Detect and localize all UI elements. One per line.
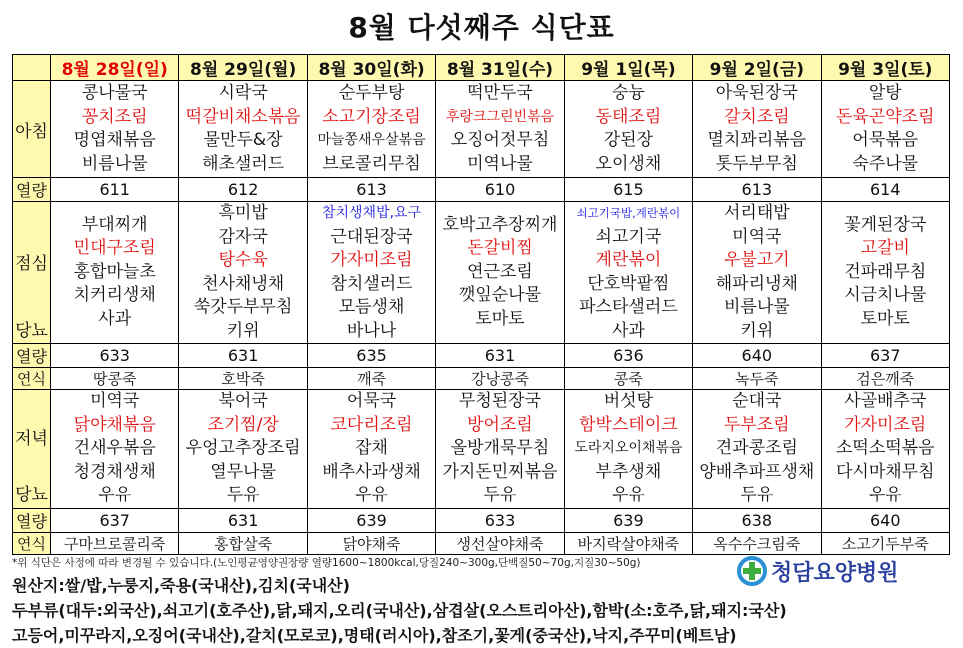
menu-item: 알탕 [868,83,902,103]
calorie-value: 640 [821,508,949,532]
meal-cell [821,390,949,509]
menu-item: 미역국 [732,226,782,247]
snack-item: 홍합살죽 [179,532,307,554]
menu-item: 함박스테이크 [579,414,678,435]
snack-item: 옥수수크림죽 [693,532,821,554]
menu-item: 쑥갓두부무침 [193,297,293,317]
meal-cell [821,202,949,344]
snack-item: 깨죽 [307,368,435,390]
calorie-value: 615 [564,178,692,202]
menu-item: 우유 [355,485,388,505]
menu-item: 건새우볶음 [73,438,156,458]
footnote: *위 식단은 사정에 따라 변경될 수 있습니다.(노인평균영양권장량 열량1600~1800kcal,당질240~300g,단백질50~70g,지질30~50g) [12,557,641,569]
calorie-value: 639 [307,508,435,532]
menu-item: 소고기장조림 [322,106,421,127]
menu-item: 두유 [483,485,517,505]
header-row [13,55,950,81]
calorie-value: 637 [51,508,179,532]
meal-cell [693,202,821,344]
origin-line-1: 원산지:쌀/밥,누룽지,죽용(국내산),김치(국내산) [12,576,350,595]
diabetic-label: 당뇨 [15,320,48,341]
menu-item: 멸치꽈리볶음 [707,130,807,150]
calorie-value: 633 [436,508,564,532]
menu-item: 민대구조림 [73,238,156,259]
menu-table [12,54,950,555]
menu-item: 떡만두국 [467,83,533,103]
calorie-value: 640 [693,344,821,368]
menu-item: 우유 [98,485,132,505]
menu-item: 가지돈민찌볶음 [442,461,558,482]
origin-line-2: 두부류(대두:외국산),쇠고기(호주산),닭,돼지,오리(국내산),삼겹살(오스트리아산),함박(소:호주,닭,돼지:국산) [12,601,787,620]
menu-item: 연근조림 [467,261,533,282]
meal-cell [307,202,435,344]
menu-item: 어묵국 [346,391,397,411]
calorie-value: 610 [436,178,564,202]
meal-cell [51,202,179,344]
calorie-value: 635 [307,344,435,368]
calorie-value: 631 [179,344,307,368]
calorie-label: 열량 [13,508,51,532]
dinner-calorie-row [13,508,950,532]
menu-item: 돈갈비찜 [467,238,533,259]
menu-item: 도라지오이채볶음 [574,440,683,456]
menu-item: 꽃게된장국 [844,214,927,235]
calorie-value: 638 [693,508,821,532]
menu-item: 숙주나물 [852,153,919,174]
menu-item: 우유 [611,485,645,505]
menu-item: 고갈비 [860,238,910,259]
origin-line-3: 고등어,미꾸라지,오징어(국내산),갈치(모로코),명태(러시아),참조기,꽃게(중국산),낙지,주꾸미(베트남) [12,626,737,645]
calorie-value: 637 [821,344,949,368]
meal-cell [564,81,692,178]
snack-item: 검은깨죽 [821,368,949,390]
menu-item: 서리태밥 [723,203,790,223]
menu-item: 아욱된장국 [715,83,798,103]
menu-item: 마늘쫑새우살볶음 [317,132,426,148]
menu-item: 파스타샐러드 [579,297,678,317]
meal-cell [564,390,692,509]
snack-label: 연식 [13,532,51,554]
menu-item: 치커리생채 [73,285,156,306]
menu-item: 두유 [226,485,260,505]
dinner-row [13,390,950,509]
menu-item: 쇠고기국 [595,226,662,247]
meal-cell [821,81,949,178]
snack-item: 소고기두부죽 [821,532,949,554]
menu-item: 올방개묵무침 [450,438,550,458]
menu-item: 사과 [611,320,645,341]
menu-item: 코다리조림 [330,414,413,435]
meal-cell [436,390,564,509]
menu-item: 양배추파프생채 [699,461,815,482]
menu-item: 톳두부무침 [715,153,798,174]
menu-item: 부대찌개 [81,214,148,235]
menu-item: 숭늉 [611,83,645,103]
menu-item: 홍합마늘초 [73,261,156,282]
menu-item: 오이생채 [595,153,662,174]
menu-item: 청경채생채 [73,461,156,482]
day-header: 8월 30일(화) [307,55,435,81]
lunch-calorie-row [13,344,950,368]
menu-item: 계란볶이 [595,250,662,270]
meal-cell [436,202,564,344]
calorie-value: 633 [51,344,179,368]
menu-item: 호박고추장찌개 [442,214,558,235]
header-corner [13,55,51,81]
day-header: 9월 1일(목) [564,55,692,81]
calorie-value: 611 [51,178,179,202]
menu-item: 콩나물국 [81,83,148,103]
snack-item: 콩죽 [564,368,692,390]
lunch-label-cell [13,202,51,344]
calorie-value: 613 [693,178,821,202]
day-header: 8월 31일(수) [436,55,564,81]
menu-item: 강된장 [603,130,654,150]
calorie-value: 636 [564,344,692,368]
menu-item: 물만두&장 [203,130,283,150]
calorie-value: 614 [821,178,949,202]
menu-item: 비름나물 [723,297,790,317]
snack-label: 연식 [13,368,51,390]
menu-item: 근대된장국 [330,226,413,247]
menu-item: 비름나물 [81,153,148,174]
menu-item: 어묵볶음 [852,130,919,150]
menu-item: 가자미조림 [330,250,413,270]
menu-item: 모듬생채 [338,297,405,317]
menu-item: 방어조림 [467,414,533,435]
menu-item: 잡채 [355,438,388,458]
snack-item: 녹두죽 [693,368,821,390]
meal-cell [51,81,179,178]
menu-item: 두유 [740,485,774,505]
menu-item: 순두부탕 [338,83,405,103]
menu-item: 두부조림 [723,414,790,435]
menu-item: 키위 [740,320,774,341]
menu-item: 순대국 [732,391,782,411]
menu-item: 참치샐러드 [330,273,413,294]
menu-item: 명엽채볶음 [73,130,156,150]
breakfast-calorie-row [13,178,950,202]
menu-item: 천사채냉채 [202,273,285,294]
meal-cell [436,81,564,178]
hospital-logo [737,555,899,587]
snack-item: 호박죽 [179,368,307,390]
menu-item: 가자미조림 [844,414,927,435]
page-title: 8월 다섯째주 식단표 [348,11,615,44]
lunch-label: 점심 [15,253,48,274]
menu-item: 부추생채 [595,461,662,482]
snack-item: 바지락살야채죽 [564,532,692,554]
snack-row [13,368,950,390]
menu-item: 돈육곤약조림 [835,106,935,127]
menu-item: 오징어젓무침 [450,130,550,150]
menu-item: 조기찜/장 [207,414,279,435]
menu-item: 배추사과생채 [322,461,421,482]
night-snack-row [13,532,950,554]
menu-item: 바나나 [346,320,397,341]
menu-item: 다시마채무침 [835,461,935,482]
menu-item: 시락국 [218,83,268,103]
hospital-name: 청담요양병원 [771,560,899,586]
menu-item: 견과콩조림 [715,438,798,458]
dinner-label: 저녁 [15,429,48,450]
snack-item: 생선살야채죽 [436,532,564,554]
calorie-value: 613 [307,178,435,202]
menu-item: 브로콜리무침 [322,153,421,174]
dinner-label-cell [13,390,51,509]
menu-item: 버섯탕 [603,391,654,411]
menu-item: 사골배추국 [844,391,927,411]
diabetic-label: 당뇨 [15,485,48,506]
day-header: 9월 3일(토) [821,55,949,81]
hospital-logo-icon [737,556,767,586]
menu-item: 키위 [226,320,260,341]
menu-item: 후랑크그린빈볶음 [445,108,555,125]
calorie-value: 612 [179,178,307,202]
lunch-row [13,202,950,344]
menu-item: 깻잎순나물 [458,285,542,306]
menu-item: 동태조림 [595,106,662,127]
menu-item: 해파리냉채 [715,273,798,294]
menu-item: 꽁치조림 [81,106,148,127]
snack-item: 구마브로콜리죽 [51,532,179,554]
menu-item: 북어국 [218,391,268,411]
menu-item: 무청된장국 [458,391,542,411]
meal-cell [693,390,821,509]
menu-item: 우유 [868,485,902,505]
menu-item: 시금치나물 [844,285,927,306]
meal-cell [564,202,692,344]
menu-item: 사과 [98,308,132,329]
day-header: 8월 29일(월) [179,55,307,81]
menu-item: 탕수육 [218,250,268,270]
menu-item: 건파래무침 [844,261,927,282]
calorie-value: 639 [564,508,692,532]
snack-item: 땅콩죽 [51,368,179,390]
menu-item: 미역나물 [467,153,533,174]
menu-item: 감자국 [218,226,268,247]
calorie-label: 열량 [13,344,51,368]
menu-item: 우불고기 [723,250,790,270]
menu-item: 해초샐러드 [202,153,285,174]
special-diet-note: 참치생채밥,요구 [321,205,422,221]
meal-cell [307,390,435,509]
breakfast-row [13,81,950,178]
special-diet-note: 쇠고기국밥,계란볶이 [576,206,681,220]
day-header: 9월 2일(금) [693,55,821,81]
meal-cell [307,81,435,178]
snack-item: 닭야채죽 [307,532,435,554]
meal-cell [51,390,179,509]
menu-item: 흑미밥 [218,203,268,223]
menu-item: 닭야채볶음 [73,414,156,435]
meal-cell [179,81,307,178]
meal-cell [179,202,307,344]
menu-item: 떡갈비채소볶음 [185,106,301,127]
menu-item: 토마토 [860,308,910,329]
menu-item: 우엉고추장조림 [185,438,301,458]
menu-item: 갈치조림 [723,106,790,127]
breakfast-label: 아침 [13,81,51,178]
menu-item: 미역국 [90,391,140,411]
calorie-value: 631 [179,508,307,532]
menu-item: 열무나물 [210,461,276,482]
menu-item: 단호박팥찜 [587,273,670,294]
day-header: 8월 28일(일) [51,55,179,81]
menu-item: 토마토 [475,308,525,329]
menu-item: 소떡소떡볶음 [835,438,935,458]
calorie-label: 열량 [13,178,51,202]
meal-cell [179,390,307,509]
snack-item: 강낭콩죽 [436,368,564,390]
calorie-value: 631 [436,344,564,368]
meal-cell [693,81,821,178]
